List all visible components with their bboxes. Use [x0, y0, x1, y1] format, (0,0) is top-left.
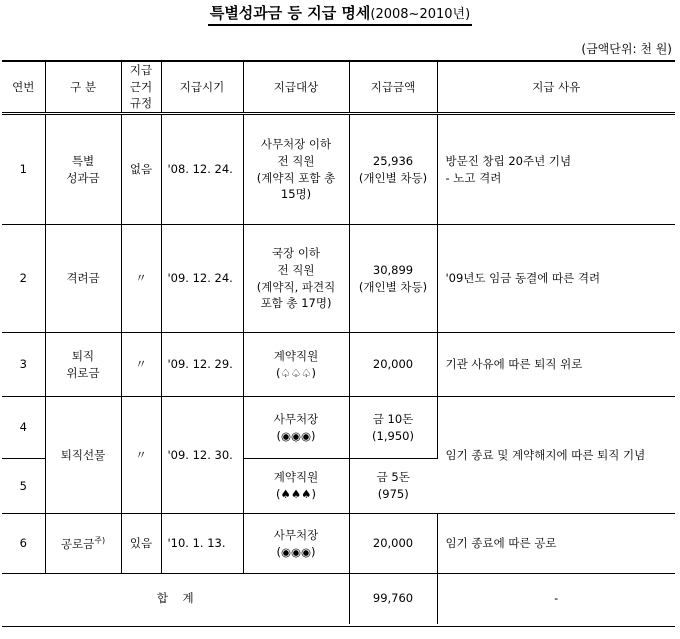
- row-time: '08. 12. 24.: [161, 114, 243, 225]
- row-category: 격려금: [45, 225, 121, 333]
- row-amount: 20,000: [349, 514, 437, 574]
- row-reason: 임기 종료에 따른 공로: [437, 514, 675, 574]
- row-reason: 임기 종료 및 계약해지에 따른 퇴직 기념: [437, 397, 675, 514]
- header-no: 연번: [2, 62, 45, 114]
- row-time: '09. 12. 29.: [161, 333, 243, 397]
- row-no: 3: [2, 333, 45, 397]
- row-target: 사무처장 (◉◉◉): [243, 514, 349, 574]
- row-target: 국장 이하 전 직원 (계약직, 파견직 포함 총 17명): [243, 225, 349, 333]
- row-category: 퇴직 위로금: [45, 333, 121, 397]
- row-target: 계약직원 (♠♠♠): [243, 459, 349, 514]
- table-header-row: [2, 62, 675, 114]
- header-target: 지급대상: [243, 62, 349, 114]
- row-category: 공로금$^{주)}$: [45, 514, 121, 574]
- row-reason: 방문진 창립 20주년 기념 - 노고 격려: [437, 114, 675, 225]
- row-amount: 금 10돈 (1,950): [349, 397, 437, 459]
- row-basis: 〃: [121, 397, 161, 514]
- row-no: 5: [2, 459, 45, 514]
- title-range: (2008~2010년): [370, 7, 471, 22]
- header-time: 지급시기: [161, 62, 243, 114]
- row-basis: 없음: [121, 114, 161, 225]
- row-amount: 25,936 (개인별 차등): [349, 114, 437, 225]
- row-time: '09. 12. 30.: [161, 397, 243, 514]
- table-bottom-rule: [2, 626, 675, 627]
- row-category: 특별 성과금: [45, 114, 121, 225]
- total-amount: 99,760: [349, 574, 437, 624]
- row-basis: 있음: [121, 514, 161, 574]
- row-reason: 기관 사유에 따른 퇴직 위로: [437, 333, 675, 397]
- row-no: 4: [2, 397, 45, 459]
- header-basis: 지급 근거 규정: [121, 62, 161, 114]
- row-category: 퇴직선물: [45, 397, 121, 514]
- total-reason: -: [554, 591, 559, 606]
- table-row: [2, 333, 675, 397]
- row-amount: 금 5돈 (975): [349, 459, 437, 514]
- header-category: 구 분: [45, 62, 121, 114]
- payment-table: [2, 62, 675, 624]
- row-no: 2: [2, 225, 45, 333]
- row-basis: 〃: [121, 225, 161, 333]
- total-label: 합 계: [2, 574, 349, 624]
- table-row: [2, 225, 675, 333]
- row-time: '09. 12. 24.: [161, 225, 243, 333]
- row-amount: 20,000: [349, 333, 437, 397]
- row-amount: 30,899 (개인별 차등): [349, 225, 437, 333]
- header-amount: 지급금액: [349, 62, 437, 114]
- amount-unit-note: (금액단위: 천 원): [581, 42, 672, 56]
- row-target: 사무처장 이하 전 직원 (계약직 포함 총 15명): [243, 114, 349, 225]
- row-target: 계약직원 (♤♤♤): [243, 333, 349, 397]
- row-time: '10. 1. 13.: [161, 514, 243, 574]
- row-basis: 〃: [121, 333, 161, 397]
- row-reason: '09년도 임금 동결에 따른 격려: [437, 225, 675, 333]
- header-reason: 지급 사유: [437, 62, 675, 114]
- total-row: [2, 574, 675, 624]
- row-no: 6: [2, 514, 45, 574]
- table-row: [2, 397, 675, 459]
- row-target: 사무처장 (◉◉◉): [243, 397, 349, 459]
- title-main: 특별성과금 등 지급 명세: [209, 4, 371, 22]
- row-no: 1: [2, 114, 45, 225]
- table-row: [2, 114, 675, 225]
- document-title: [0, 2, 680, 26]
- table-row: [2, 514, 675, 574]
